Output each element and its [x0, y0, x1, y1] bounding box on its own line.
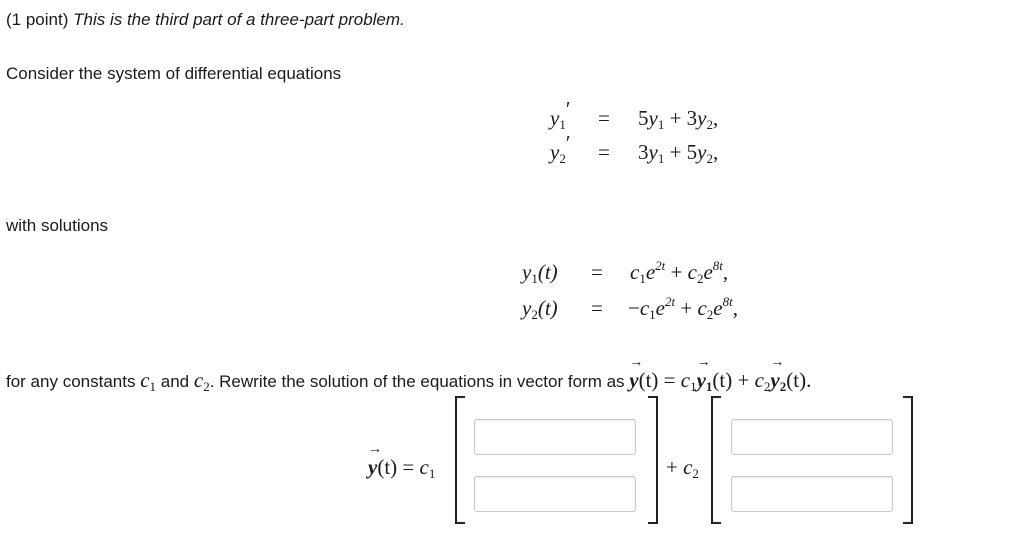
left-bracket-vector1 [455, 396, 465, 524]
eq2-rhs: $3y_1 + 5y_2$, [638, 140, 719, 166]
eq1-rhs: $5y_1 + 3y_2$, [638, 106, 719, 132]
plus-c2-label: + $c_2$ [666, 455, 699, 481]
points-label: (1 point) [6, 10, 69, 29]
vector2-top-input[interactable] [731, 419, 893, 455]
answer-lhs: → $y(t) = c_1$ [368, 455, 435, 480]
left-bracket-vector2 [711, 396, 721, 524]
sol2-lhs: $y_2(t)$ [522, 296, 558, 322]
right-bracket-vector2 [903, 396, 913, 524]
eq1-equals: = [598, 106, 610, 130]
eq1-lhs: $y_1'$ [550, 97, 571, 132]
eq2-lhs: $y_2'$ [550, 131, 571, 166]
eq2-equals: = [598, 140, 610, 164]
right-bracket-vector1 [648, 396, 658, 524]
vector1-bottom-input[interactable] [474, 476, 636, 512]
sol2-rhs: $-c_1e^{2t} + c_2e^{8t}$, [628, 294, 738, 322]
sol1-rhs: $c_1e^{2t} + c_2e^{8t}$, [630, 258, 729, 286]
vector2-bottom-input[interactable] [731, 476, 893, 512]
sol1-lhs: $y_1(t)$ [522, 260, 558, 286]
with-solutions-text: with solutions [6, 216, 109, 235]
sol2-equals: = [591, 296, 603, 320]
sol1-equals: = [591, 260, 603, 284]
rewrite-instruction: for any constants $c_1$ and $c_2$. Rewrite the solution of the equations in vector form as → $y(t) = c_1\to y_1(t) + c_2\to y_2(t)$. [6, 368, 811, 393]
consider-text: Consider the system of differential equations [6, 64, 342, 83]
vector1-top-input[interactable] [474, 419, 636, 455]
intro-text: This is the third part of a three-part problem. [73, 10, 405, 29]
vector-form-expression: → $y(t) = c_1\to y_1(t) + c_2\to y_2(t)$. [629, 368, 811, 392]
problem-header [6, 10, 405, 30]
